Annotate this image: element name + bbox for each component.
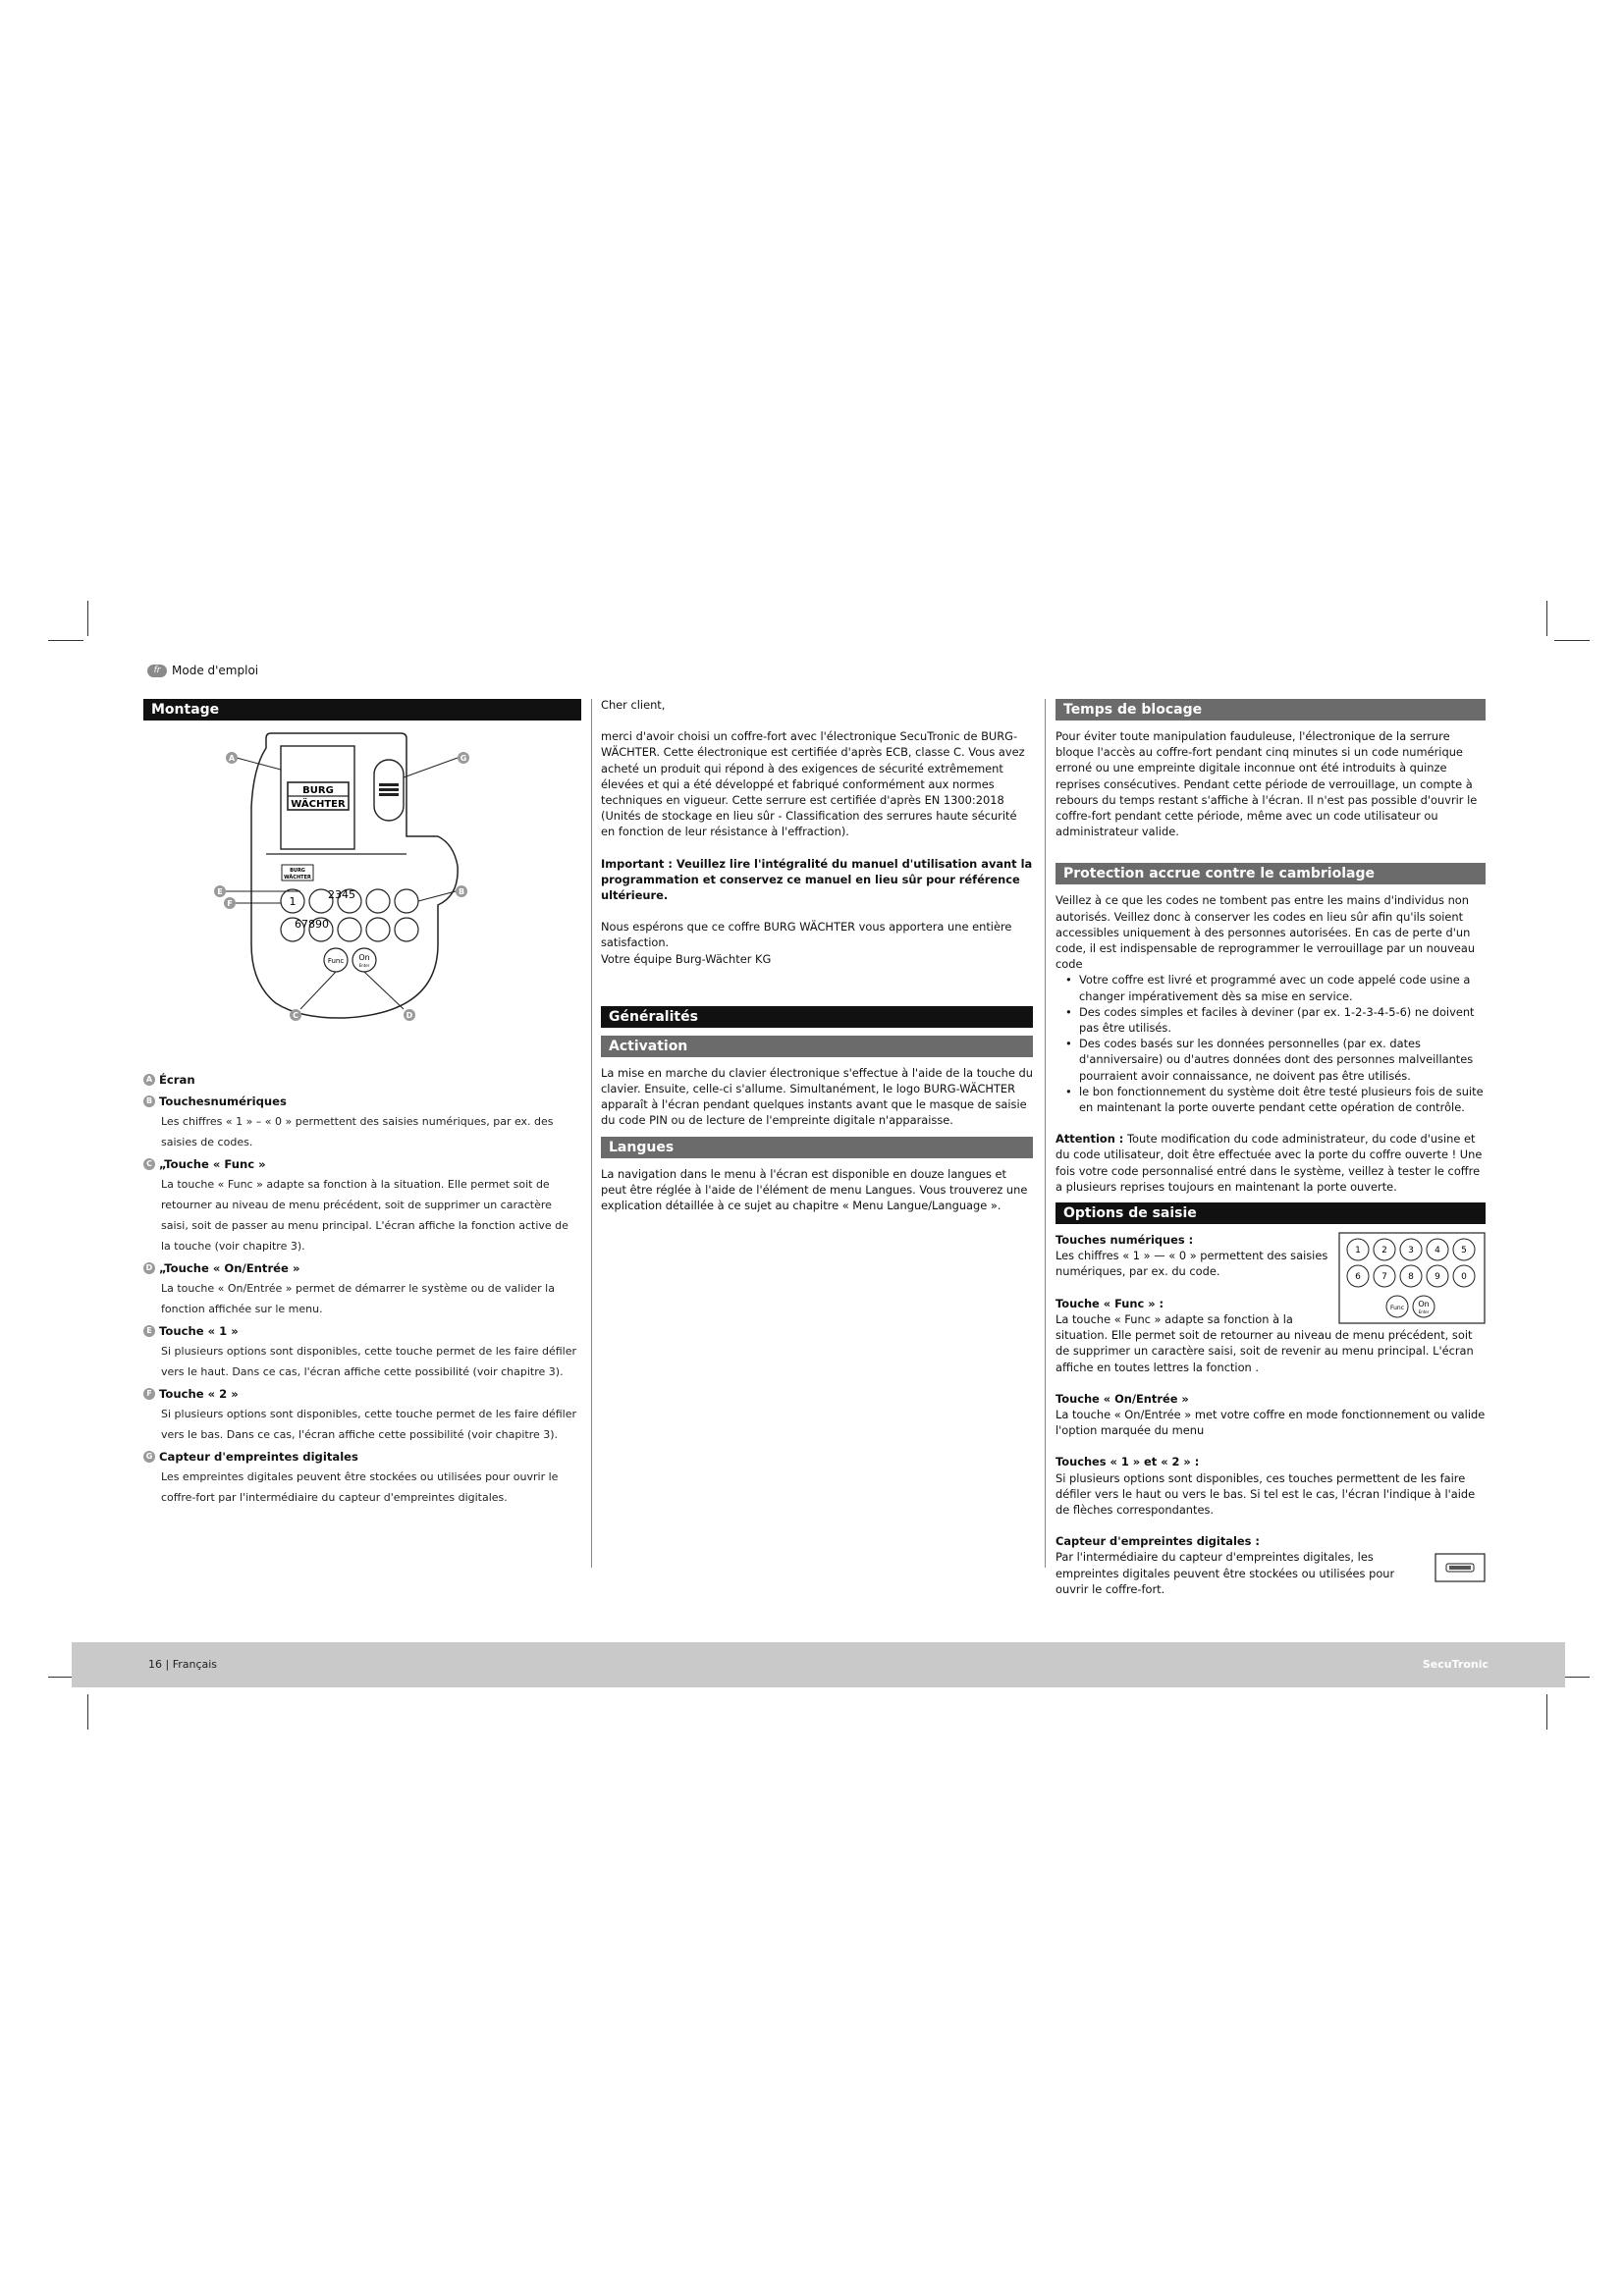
legend-letter-badge: F: [143, 1388, 155, 1400]
svg-text:F: F: [227, 899, 233, 908]
keypad-key-label: 7: [1381, 1272, 1387, 1283]
crop-mark: [87, 601, 88, 636]
crop-mark: [87, 1694, 88, 1730]
section-title-montage: Montage: [143, 699, 581, 721]
greeting: Cher client,: [601, 698, 666, 712]
legend-item: [143, 1321, 581, 1382]
legend-item: [143, 1154, 581, 1256]
legend-title: „Touche « Func »: [159, 1157, 266, 1171]
keypad-func-label: Func: [1389, 1305, 1405, 1312]
numeric-keys-title: Touches numériques :: [1056, 1233, 1194, 1248]
key-8: [338, 918, 361, 941]
keypad-key-label: 2: [1381, 1246, 1387, 1256]
legend-item: [143, 1258, 581, 1319]
on-key-title: Touche « On/Entrée »: [1056, 1391, 1189, 1406]
legend-description: La touche « On/Entrée » permet de démarrer le système ou de valider la fonction affichée sur le menu.: [161, 1282, 555, 1315]
keypad-key-label: 1: [1355, 1246, 1361, 1256]
crop-mark: [1546, 1694, 1547, 1730]
legend-description: Si plusieurs options sont disponibles, cette touche permet de les faire défiler vers le bas. Dans ce cas, l'écran affiche cette possibilité (voir chapitre 3).: [161, 1408, 577, 1441]
svg-text:C: C: [293, 1011, 298, 1020]
keypad-key-label: 5: [1461, 1246, 1467, 1256]
legend-heading: [143, 1154, 581, 1174]
header-title: Mode d'emploi: [172, 664, 259, 677]
legend-title: Capteur d'empreintes digitales: [159, 1450, 358, 1464]
legend-letter-badge: C: [143, 1158, 155, 1170]
legend-item: [143, 1384, 581, 1445]
signature: Votre équipe Burg-Wächter KG: [601, 951, 772, 966]
column-divider: [591, 699, 592, 1568]
legend-item: [143, 1070, 581, 1090]
legend-letter-badge: G: [143, 1451, 155, 1463]
func-key-label: Func: [327, 957, 345, 965]
security-bullets: [1056, 972, 1486, 1115]
keys-row2-label: 67890: [295, 918, 329, 931]
list-item: • Votre coffre est livré et programmé avec un code appelé code usine a changer impérativement dès sa mise en service.: [1056, 972, 1486, 1003]
keys-row1-label: 2345: [328, 888, 355, 901]
crop-mark: [48, 640, 83, 641]
svg-text:E: E: [217, 887, 223, 896]
legend-description: La touche « Func » adapte sa fonction à la situation. Elle permet soit de retourner au niveau de menu précédent, soit de supprimer un caractère saisi, soit de passer au menu principal. L'écran affiche la fonction active de la touche (voir chapitre 3).: [161, 1178, 568, 1253]
crop-mark: [1554, 640, 1590, 641]
section-title-langues: Langues: [601, 1137, 1033, 1158]
crop-mark: [1546, 601, 1547, 636]
brand-small-line2: WÄCHTER: [284, 875, 311, 881]
legend-title: Touche « 2 »: [159, 1387, 239, 1401]
language-badge: fr: [147, 665, 167, 677]
legend-item: [143, 1092, 581, 1152]
list-item: • Des codes simples et faciles à deviner (par ex. 1-2-3-4-5-6) ne doivent pas être utilisés.: [1056, 1004, 1486, 1036]
column-security: [1056, 699, 1486, 1597]
legend-heading: [143, 1092, 581, 1111]
fingerprint-sensor-icon: [1435, 1553, 1486, 1582]
hope-text: Nous espérons que ce coffre BURG WÄCHTER vous apportera une entière satisfaction.: [601, 920, 1012, 950]
key-5: [395, 889, 418, 913]
sensor-title: Capteur d'empreintes digitales :: [1056, 1534, 1260, 1549]
svg-text:A: A: [228, 754, 236, 763]
key-1-label: 1: [289, 895, 297, 908]
page-number: 16 | Français: [148, 1658, 218, 1671]
keys-12-text: Si plusieurs options sont disponibles, ces touches permettent de les faire défiler vers le haut ou vers le bas. Si tel est le cas, l'écran l'indique à l'aide de flèches correspondantes.: [1056, 1470, 1476, 1517]
list-item: • Des codes basés sur les données personnelles (par ex. dates d'anniversaire) ou d'autres données dont des personnes malveillantes pourraient avoir connaissance, ne doivent pas être utilisés.: [1056, 1036, 1486, 1084]
section-title-protection: Protection accrue contre le cambriolage: [1056, 863, 1486, 884]
section-title-saisie: Options de saisie: [1056, 1202, 1486, 1224]
keypad-key-label: 9: [1435, 1272, 1440, 1283]
legend-title: Touchesnumériques: [159, 1095, 287, 1108]
page-footer: [72, 1642, 1565, 1687]
legend-description: Si plusieurs options sont disponibles, cette touche permet de les faire défiler vers le haut. Dans ce cas, l'écran affiche cette possibilité (voir chapitre 3).: [161, 1345, 577, 1378]
legend-letter-badge: B: [143, 1095, 155, 1107]
func-key-text: La touche « Func » adapte sa fonction à la situation. Elle permet soit de retourner au niveau de menu précédent, soit de supprimer un caractère saisi, soit de revenir au menu principal. L'écran affiche en toutes lettres la fonction .: [1056, 1311, 1474, 1374]
section-title-activation: Activation: [601, 1036, 1033, 1057]
on-key-sublabel: Enter: [358, 963, 370, 968]
product-name: SecuTronic: [1422, 1658, 1489, 1671]
list-item: • le bon fonctionnement du système doit être testé plusieurs fois de suite en maintenant la porte ouverte pendant cette opération de contrôle.: [1056, 1084, 1486, 1115]
key-4: [366, 889, 390, 913]
legend-heading: [143, 1384, 581, 1404]
legend-list: [143, 1070, 581, 1508]
legend-heading: [143, 1321, 581, 1341]
legend-heading: [143, 1258, 581, 1278]
attention-note: Attention : Toute modification du code administrateur, du code d'usine et du code utilisateur, doit être effectuée avec la porte du coffre ouverte ! Une fois votre code personnalisé entré dans le système, veillez à tester le coffre a plusieurs reprises toujours en maintenant la porte ouverte.: [1056, 1132, 1483, 1194]
section-title-generalites: Généralités: [601, 1006, 1033, 1028]
numeric-keys-text: Les chiffres « 1 » — « 0 » permettent des saisies numériques, par ex. du code.: [1056, 1249, 1328, 1279]
important-note: Important : Veuillez lire l'intégralité du manuel d'utilisation avant la programmation et conservez ce manuel en lieu sûr pour référence ultérieure.: [601, 856, 1033, 903]
legend-item: [143, 1447, 581, 1508]
activation-text: La mise en marche du clavier électronique s'effectue à l'aide de la touche du clavier. Ensuite, celle-ci s'allume. Simultanément, le logo BURG-WÄCHTER apparaît à l'écran pendant quelques instants avant que le masque de saisie du code PIN ou de lecture de l'empreinte digitale n'apparaisse.: [601, 1065, 1033, 1128]
svg-text:D: D: [406, 1011, 413, 1020]
legend-title: Écran: [159, 1073, 195, 1087]
legend-title: „Touche « On/Entrée »: [159, 1261, 300, 1275]
keys-12-title: Touches « 1 » et « 2 » :: [1056, 1455, 1200, 1469]
keypad-diagram: [143, 728, 581, 1052]
intro-text: merci d'avoir choisi un coffre-fort avec l'électronique SecuTronic de BURG-WÄCHTER. Cette électronique est certifiée d'après ECB, classe C. Vous avez acheté un produit qui répond à des exigences de sécurité extrêmement élevées et qui a été développé et fabriqué conformément aux normes techniques en vigueur. Cette serrure est certifiée d'après EN 1300:2018 (Unités de stockage en lieu sûr - Classification des serrures haute sécurité en fonction de leur résistance à l'effraction).: [601, 729, 1025, 839]
keypad-icon: [1338, 1232, 1486, 1324]
brand-small-line1: BURG: [290, 868, 305, 874]
langues-text: La navigation dans le menu à l'écran est disponible en douze langues et peut être réglée à l'aide de l'élément de menu Langues. Vous trouverez une explication détaillée à ce sujet au chapitre « Menu Langue/Language ».: [601, 1166, 1028, 1213]
legend-letter-badge: E: [143, 1325, 155, 1337]
svg-text:G: G: [460, 754, 467, 763]
column-montage: [143, 699, 581, 1508]
protection-text: Veillez à ce que les codes ne tombent pas entre les mains d'individus non autorisés. Veillez donc à conserver les codes en lieu sûr afin qu'ils soient accessibles uniquement à des personnes autorisées. En cas de perte d'un code, il est indispensable de reprogrammer le verrouillage par un nouveau code: [1056, 893, 1476, 972]
keypad-key-label: 0: [1461, 1272, 1467, 1283]
keypad-key-label: 8: [1408, 1272, 1414, 1283]
legend-letter-badge: A: [143, 1074, 155, 1086]
legend-title: Touche « 1 »: [159, 1324, 239, 1338]
page-header: [147, 664, 258, 677]
brand-logo-line1: BURG: [302, 785, 334, 796]
func-key-title: Touche « Func » :: [1056, 1296, 1164, 1310]
legend-description: Les empreintes digitales peuvent être stockées ou utilisées pour ouvrir le coffre-fort par l'intermédiaire du capteur d'empreintes digitales.: [161, 1470, 559, 1504]
on-key-label: On: [358, 953, 370, 962]
svg-text:B: B: [458, 887, 465, 896]
legend-heading: [143, 1070, 581, 1090]
legend-description: Les chiffres « 1 » – « 0 » permettent des saisies numériques, par ex. des saisies de codes.: [161, 1115, 554, 1148]
keypad-key-label: 3: [1408, 1246, 1414, 1256]
column-intro: [601, 697, 1033, 1213]
keypad-on-label: On: [1418, 1300, 1430, 1309]
legend-letter-badge: D: [143, 1262, 155, 1274]
sensor-text: Par l'intermédiaire du capteur d'empreintes digitales, les empreintes digitales peuvent être stockées ou utilisées pour ouvrir le coffre-fort.: [1056, 1550, 1395, 1596]
keypad-key-label: 4: [1435, 1246, 1440, 1256]
key-0: [395, 918, 418, 941]
brand-logo-line2: WÄCHTER: [291, 799, 346, 810]
on-key-text: La touche « On/Entrée » met votre coffre en mode fonctionnement ou valide l'option marquée du menu: [1056, 1407, 1486, 1438]
legend-heading: [143, 1447, 581, 1467]
keypad-enter-label: Enter: [1418, 1309, 1430, 1315]
column-divider: [1045, 699, 1046, 1568]
key-9: [366, 918, 390, 941]
keypad-key-label: 6: [1355, 1272, 1361, 1283]
section-title-blocage: Temps de blocage: [1056, 699, 1486, 721]
blocage-text: Pour éviter toute manipulation fauduleuse, l'électronique de la serrure bloque l'accès au coffre-fort pendant cinq minutes si un code numérique erroné ou une empreinte digitale inconnue ont été introduits à quinze reprises consécutives. Pendant cette période de verrouillage, un compte à rebours du temps restant s'affiche à l'écran. Il n'est pas possible d'ouvrir le coffre-fort pendant cette période, même avec un code utilisateur ou administrateur valide.: [1056, 729, 1478, 839]
